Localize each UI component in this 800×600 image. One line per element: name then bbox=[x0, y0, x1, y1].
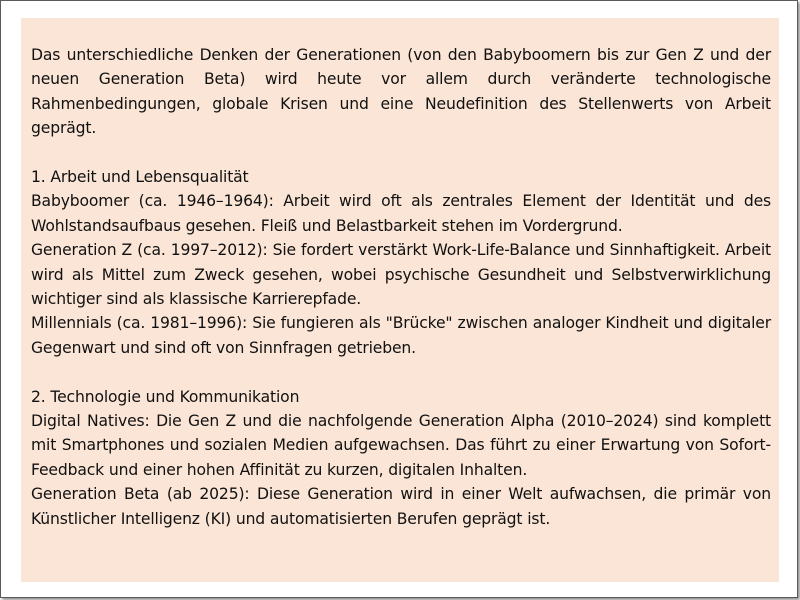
section-heading-work: 1. Arbeit und Lebensqualität bbox=[31, 168, 249, 187]
paragraph-generation-beta: Generation Beta (ab 2025): Diese Generation wird in einer Welt aufwachsen, die primär von Künstlicher Intelligenz (KI) und automatisierten Berufen geprägt ist. bbox=[31, 485, 771, 528]
intro-paragraph: Das unterschiedliche Denken der Generationen (von den Babyboomern bis zur Gen Z und der neuen Generation Beta) wird heute vor allem durch veränderte technologische Rahmenbedingungen, globale Krisen und eine Neudefinition des Stellenwerts von Arbeit geprägt. bbox=[31, 46, 771, 138]
paragraph-generation-z: Generation Z (ca. 1997–2012): Sie fordert verstärkt Work-Life-Balance und Sinnhaftigkeit. Arbeit wird als Mittel zum Zweck gesehen, wobei psychische Gesundheit und Selbstverwirklichung wichtiger sind als klassische Karrierepfade. bbox=[31, 241, 771, 309]
paragraph-millennials: Millennials (ca. 1981–1996): Sie fungieren als "Brücke" zwischen analoger Kindheit und digitaler Gegenwart und sind oft von Sinnfragen getrieben. bbox=[31, 314, 771, 357]
spacer bbox=[31, 141, 771, 165]
document-body bbox=[31, 43, 771, 531]
paragraph-digital-natives: Digital Natives: Die Gen Z und die nachfolgende Generation Alpha (2010–2024) sind komplett mit Smartphones und sozialen Medien aufgewachsen. Das führt zu einer Erwartung von Sofort-Feedback und einer hohen Affinität zu kurzen, digitalen Inhalten. bbox=[31, 412, 771, 479]
text-panel bbox=[21, 18, 779, 582]
section-heading-technology: 2. Technologie und Kommunikation bbox=[31, 387, 300, 406]
spacer bbox=[31, 360, 771, 384]
paragraph-babyboomer: Babyboomer (ca. 1946–1964): Arbeit wird oft als zentrales Element der Identität und des Wohlstandsaufbaus gesehen. Fleiß und Belastbarkeit stehen im Vordergrund. bbox=[31, 192, 771, 235]
